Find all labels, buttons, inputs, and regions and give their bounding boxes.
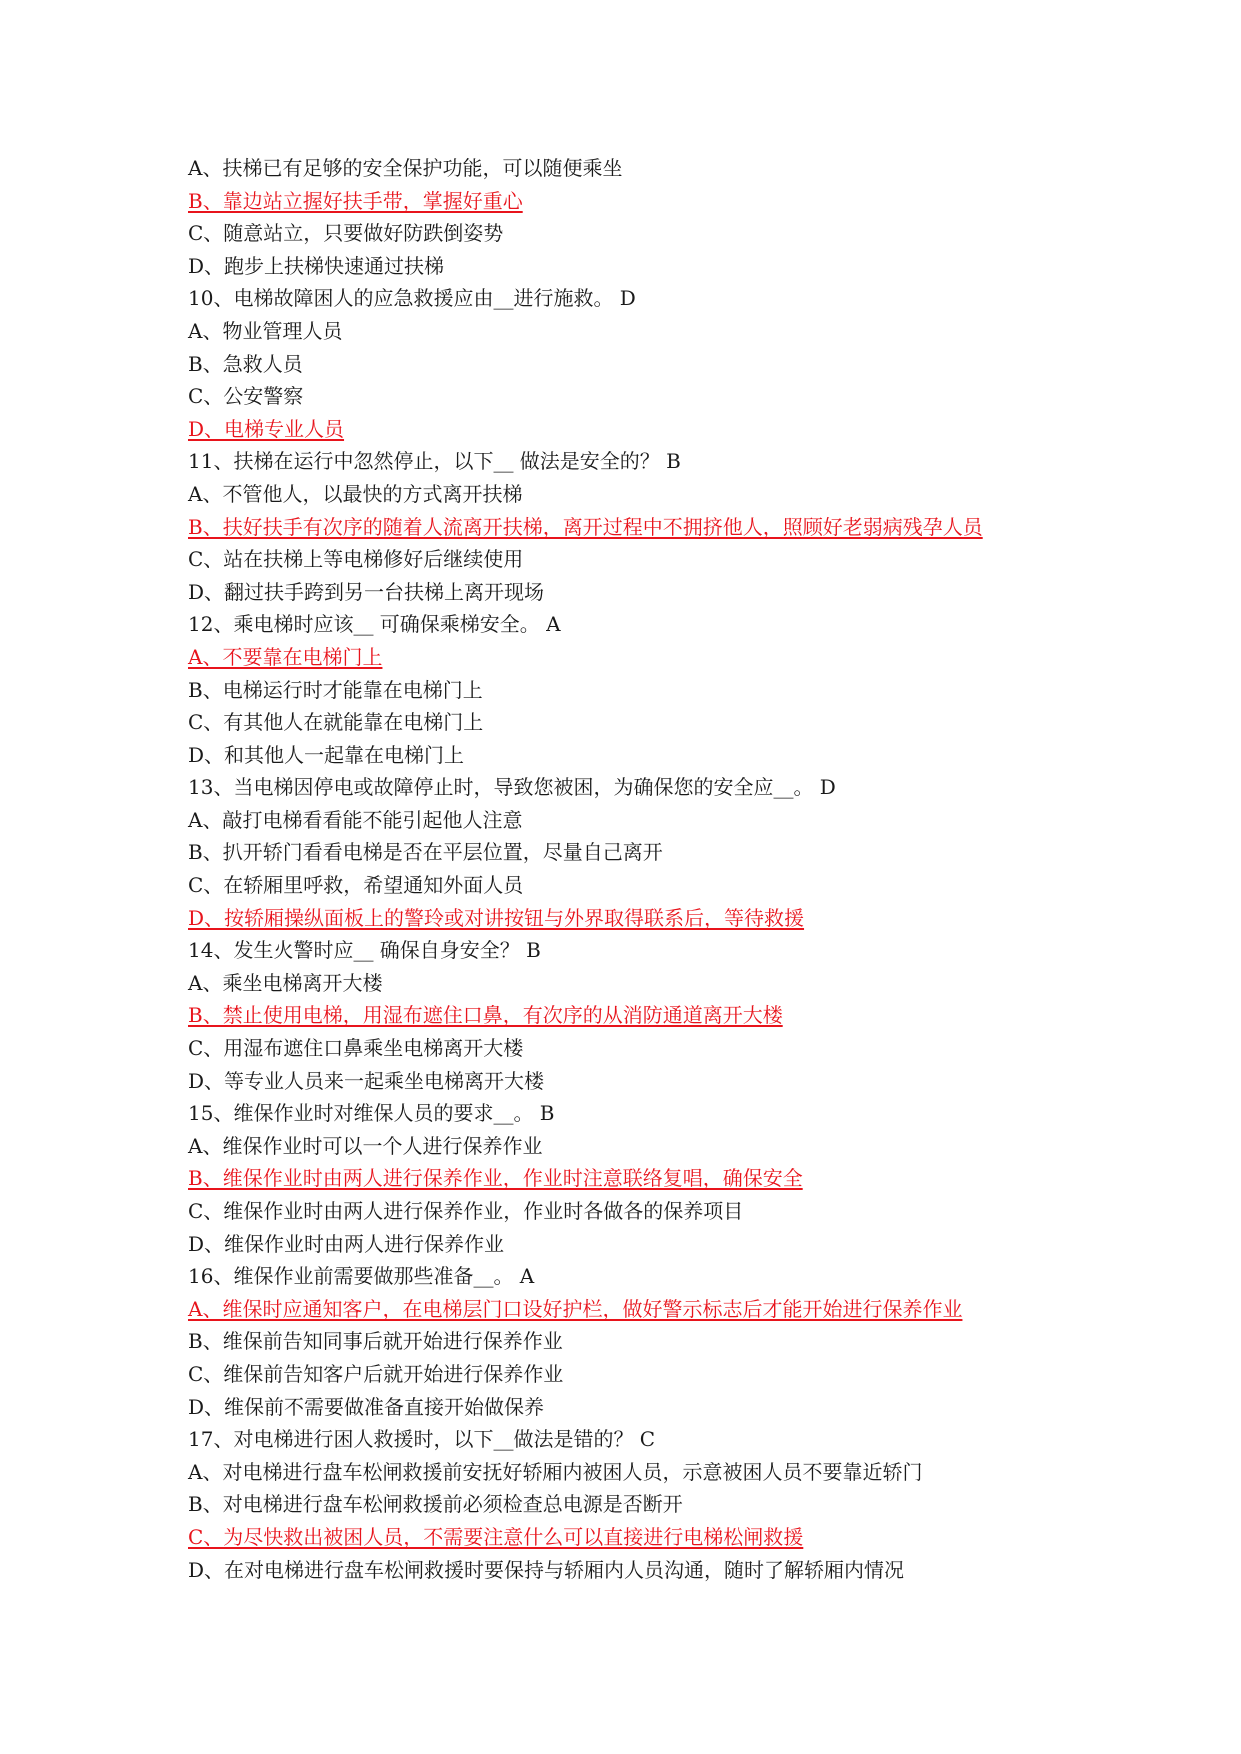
text-line: [188, 1358, 1088, 1391]
text-line: [188, 1554, 1088, 1587]
text-line: [188, 771, 1088, 804]
correct-answer-line: [188, 1162, 1088, 1195]
line-text: B、对电梯进行盘车松闸救援前必须检查总电源是否断开: [188, 1492, 683, 1517]
line-text: C、维保前告知客户后就开始进行保养作业: [188, 1361, 564, 1386]
correct-answer-line: [188, 511, 1088, 544]
text-line: [188, 608, 1088, 641]
line-text: B、电梯运行时才能靠在电梯门上: [188, 677, 483, 702]
document-page: [188, 152, 1088, 1586]
line-text: D、等专业人员来一起乘坐电梯离开大楼: [188, 1068, 545, 1093]
line-text: B、维保前告知同事后就开始进行保养作业: [188, 1329, 563, 1354]
line-text: 10、电梯故障困人的应急救援应由__进行施救。 D: [188, 286, 636, 311]
line-text: 13、当电梯因停电或故障停止时，导致您被困，为确保您的安全应__。 D: [188, 775, 836, 800]
line-text: C、维保作业时由两人进行保养作业，作业时各做各的保养项目: [188, 1199, 744, 1223]
text-line: [188, 967, 1088, 1000]
text-line: [188, 836, 1088, 869]
line-text: D、维保前不需要做准备直接开始做保养: [188, 1394, 545, 1419]
line-text: C、有其他人在就能靠在电梯门上: [188, 710, 484, 735]
line-text: A、乘坐电梯离开大楼: [188, 970, 383, 995]
text-line: [188, 1456, 1088, 1489]
correct-answer-line: [188, 999, 1088, 1032]
line-text: B、维保作业时由两人进行保养作业，作业时注意联络复唱，确保安全: [188, 1166, 803, 1191]
line-text: D、和其他人一起靠在电梯门上: [188, 742, 465, 767]
text-line: [188, 1260, 1088, 1293]
line-text: A、敲打电梯看看能不能引起他人注意: [188, 807, 523, 832]
line-text: D、维保作业时由两人进行保养作业: [188, 1231, 505, 1256]
line-text: 17、对电梯进行困人救援时，以下__做法是错的？ C: [188, 1427, 656, 1452]
text-line: [188, 445, 1088, 478]
text-line: [188, 1423, 1088, 1456]
line-text: A、物业管理人员: [188, 318, 343, 343]
text-line: [188, 576, 1088, 609]
line-text: C、为尽快救出被困人员，不需要注意什么可以直接进行电梯松闸救援: [188, 1524, 804, 1549]
text-line: [188, 739, 1088, 772]
line-text: D、按轿厢操纵面板上的警玲或对讲按钮与外界取得联系后，等待救援: [188, 905, 805, 930]
text-line: [188, 250, 1088, 283]
text-line: [188, 282, 1088, 315]
text-line: [188, 1391, 1088, 1424]
text-line: [188, 348, 1088, 381]
line-text: 14、发生火警时应__ 确保自身安全？ B: [188, 938, 541, 963]
text-line: [188, 706, 1088, 739]
text-line: [188, 934, 1088, 967]
line-text: C、公安警察: [188, 384, 304, 409]
text-line: [188, 543, 1088, 576]
correct-answer-line: [188, 641, 1088, 674]
line-text: A、扶梯已有足够的安全保护功能，可以随便乘坐: [188, 156, 623, 180]
line-text: A、维保作业时可以一个人进行保养作业: [188, 1133, 543, 1158]
correct-answer-line: [188, 413, 1088, 446]
line-text: B、靠边站立握好扶手带，掌握好重心: [188, 188, 523, 213]
text-line: [188, 478, 1088, 511]
line-text: C、在轿厢里呼救，希望通知外面人员: [188, 873, 524, 898]
line-text: D、翻过扶手跨到另一台扶梯上离开现场: [188, 579, 545, 604]
correct-answer-line: [188, 902, 1088, 935]
line-text: C、随意站立，只要做好防跌倒姿势: [188, 221, 504, 246]
text-line: [188, 315, 1088, 348]
text-line: [188, 869, 1088, 902]
text-line: [188, 1130, 1088, 1163]
line-text: B、扒开轿门看看电梯是否在平层位置，尽量自己离开: [188, 840, 663, 865]
text-line: [188, 674, 1088, 707]
correct-answer-line: [188, 1293, 1088, 1326]
line-text: 16、维保作业前需要做那些准备__。 A: [188, 1264, 535, 1289]
line-text: B、扶好扶手有次序的随着人流离开扶梯，离开过程中不拥挤他人，照顾好老弱病残孕人员: [188, 514, 983, 539]
text-line: [188, 804, 1088, 837]
text-line: [188, 1097, 1088, 1130]
text-line: [188, 1195, 1088, 1228]
line-text: 11、扶梯在运行中忽然停止，以下__ 做法是安全的？ B: [188, 449, 681, 474]
line-text: A、不要靠在电梯门上: [188, 644, 383, 669]
correct-answer-line: [188, 1521, 1088, 1554]
line-text: A、对电梯进行盘车松闸救援前安抚好轿厢内被困人员，示意被困人员不要靠近轿门: [188, 1459, 923, 1484]
text-line: [188, 1065, 1088, 1098]
line-text: B、急救人员: [188, 351, 303, 376]
line-text: C、站在扶梯上等电梯修好后继续使用: [188, 547, 524, 572]
line-text: D、跑步上扶梯快速通过扶梯: [188, 253, 445, 278]
text-line: [188, 152, 1088, 185]
line-text: A、维保时应通知客户，在电梯层门口设好护栏，做好警示标志后才能开始进行保养作业: [188, 1296, 963, 1321]
text-line: [188, 1032, 1088, 1065]
line-text: A、不管他人，以最快的方式离开扶梯: [188, 481, 523, 506]
line-text: D、电梯专业人员: [188, 416, 345, 441]
text-line: [188, 380, 1088, 413]
line-text: 12、乘电梯时应该__ 可确保乘梯安全。 A: [188, 612, 561, 637]
text-line: [188, 217, 1088, 250]
line-text: B、禁止使用电梯，用湿布遮住口鼻，有次序的从消防通道离开大楼: [188, 1003, 783, 1028]
line-text: C、用湿布遮住口鼻乘坐电梯离开大楼: [188, 1036, 524, 1061]
line-text: D、在对电梯进行盘车松闸救援时要保持与轿厢内人员沟通，随时了解轿厢内情况: [188, 1557, 905, 1582]
text-line: [188, 1325, 1088, 1358]
text-line: [188, 1488, 1088, 1521]
text-line: [188, 1228, 1088, 1261]
line-text: 15、维保作业时对维保人员的要求__。 B: [188, 1101, 555, 1126]
correct-answer-line: [188, 185, 1088, 218]
